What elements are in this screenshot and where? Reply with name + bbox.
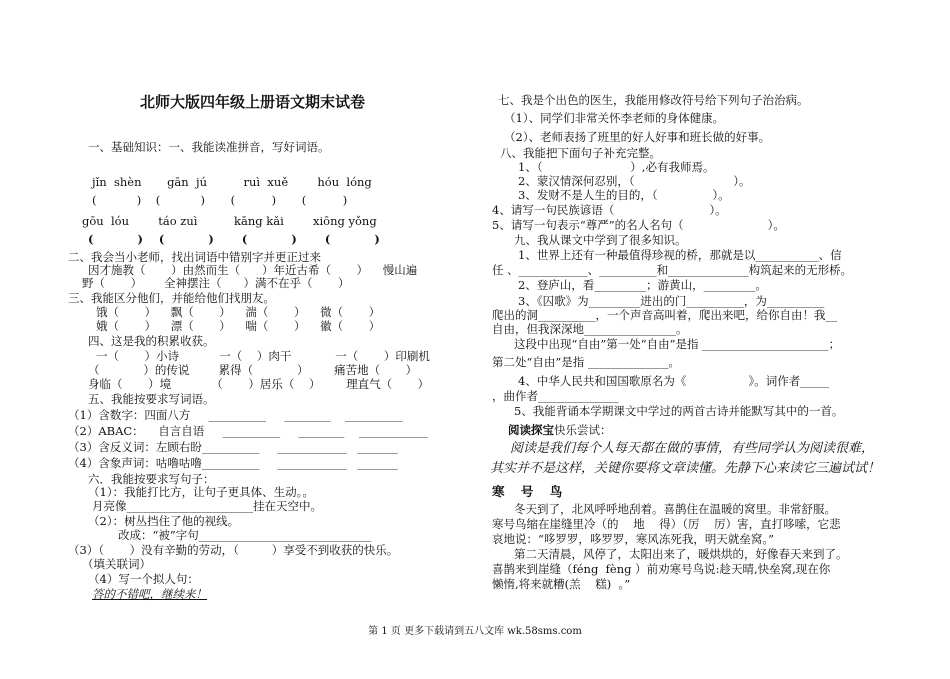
left-question-line: 改成：“被”字句______________________________	[118, 528, 372, 542]
story-title: 寒 号 鸟	[492, 484, 569, 499]
left-question-line: 一、基础知识：一、我能读准拼音，写好词语。	[88, 140, 330, 154]
left-question-line: ( ) ( ) ( ) ( )	[92, 193, 348, 207]
right-question-line: 爬出的洞__________，一个声音高叫着，爬出来吧，给你自由！我__	[492, 308, 837, 322]
reading-section-title	[508, 423, 612, 437]
reading-intro-1: 阅读是我们每个人每天都在做的事情，有些同学认为阅读很难，	[510, 441, 875, 456]
left-question-line: （4）写一个拟人句：	[88, 572, 199, 586]
left-question-line: （3）含反义词：左顾右盼__________ ____________ _______	[68, 440, 398, 454]
left-question-line: 饿（ ） 飘（ ） 湍（ ） 微（ ）	[96, 305, 381, 319]
closing-note: 答的不错吧，继续来！	[92, 587, 207, 601]
right-question-line: 4、中华人民共和国国歌原名为《 》。词作者_____	[518, 374, 829, 388]
left-question-line: 野（ ） 全神摆注（ ）满不在乎（ ）	[82, 276, 350, 290]
left-question-line: （填关联词）	[82, 557, 151, 571]
left-question-line: ( ) ( ) ( ) ( )	[88, 232, 380, 246]
right-question-line: 这段中出现“自由”第一处“自由”是指 ______________________；	[514, 337, 841, 351]
right-question-line: 2、蒙汉情深何忍别，（ ）。	[518, 174, 751, 188]
right-question-line: 4、请写一句民族谚语（ ）。	[492, 203, 727, 217]
left-question-line: 因才施教（ ）由然而生（ ）年近古希（ ） 慢山遍	[88, 263, 418, 277]
right-question-line: 3、发财不是人生的目的，（ ）。	[518, 188, 730, 202]
right-question-line: 任 、____________、__________和______________构筑起来的无形桥。	[492, 263, 853, 277]
right-question-line: 自由，但我深深地________________。	[492, 322, 688, 336]
left-question-line: 月亮像______________________挂在天空中。	[92, 499, 322, 513]
right-question-line: 5、我能背诵本学期课文中学过的两首古诗并能默写其中的一首。	[514, 404, 844, 418]
left-question-line: 二、我会当小老师，找出词语中错别字并更正过来	[68, 250, 321, 264]
right-question-line: 1、（ ）,必有我师焉。	[518, 160, 715, 174]
right-question-line: （1）、同学们非常关怀李老师的身体健康。	[504, 111, 725, 125]
left-question-line: 三、我能区分他们，并能给他们找朋友。	[68, 291, 275, 305]
story-line: 懒惰,将来就糟(羔 糕) 。”	[492, 577, 631, 591]
left-question-line: 五、我能按要求写词语。	[88, 392, 215, 406]
page-title: 北师大版四年级上册语文期末试卷	[140, 93, 366, 111]
left-question-line: （4）含象声词：咕噜咕噜__________ ____________ _______	[68, 456, 398, 470]
story-line: 寒号鸟缩在崖缝里冷（的 地 得）（厉 厉）害，直打哆嗦，它悲	[492, 517, 841, 531]
left-question-line: （ ）的传说 累得（ ） 痛苦地（ ）	[88, 363, 418, 377]
left-question-line: （2）：树丛挡住了他的视线。	[88, 514, 240, 528]
left-question-line: （3）（ ）没有辛勤的劳动，（ ）享受不到收获的快乐。	[68, 543, 399, 557]
story-line: 喜鹊来到崖缝（féng fèng ）前劝寒号鸟说:趁天晴,快垒窝,现在你	[492, 562, 831, 576]
left-question-line: 身临（ ）境 （ ）居乐（ ） 理直气（ ）	[88, 377, 430, 391]
left-question-line: gōu lóu táo zuì kāng kǎi xiōng yǒng	[82, 214, 377, 228]
right-question-line: 5、请写一句表示“尊严”的名人名句（ ）。	[492, 218, 785, 232]
story-line: 冬天到了，北风呼呼地刮着。喜鹊住在温暖的窝里。非常舒服。	[514, 502, 836, 516]
reading-intro-2: 其实并不是这样，关键你要将文章读懂。先静下心来读它三遍试试！	[490, 461, 881, 476]
story-line: 哀地说：“哆罗罗，哆罗罗，寒风冻死我，明天就垒窝。”	[492, 532, 775, 546]
reading-label: 阅读探宝	[508, 423, 554, 437]
right-question-line: 2、登庐山，看_________；游黄山，_________。	[518, 278, 767, 292]
left-question-line: （2）ABAC： 自言自语 __________ ________ ____________	[68, 424, 428, 438]
left-question-line: 娥（ ） 漂（ ） 喘（ ） 徽（ ）	[96, 319, 381, 333]
page-footer: 第 1 页 更多下载请到五八文库 wk.58sms.com	[368, 626, 582, 637]
reading-title-suffix: 快乐尝试：	[554, 423, 612, 437]
left-question-line: 一（ ）小诗 一（ ）肉干 一（ ）印刷机	[96, 349, 430, 363]
right-question-line: ，曲作者______________	[492, 389, 619, 403]
right-question-line: 3、《囚歌》为_________进出的门__________，为__________	[518, 294, 825, 308]
right-question-line: 第二处“自由”是指 ______________。	[492, 355, 680, 369]
left-question-line: （1）含数字：四面八方 __________ ________ __________	[68, 408, 403, 422]
right-question-line: 1、世界上还有一种最值得珍视的桥，那就是以___________、信	[518, 248, 842, 262]
left-question-line: 四、这是我的积累收获。	[88, 334, 215, 348]
story-line: 第二天清晨，风停了，太阳出来了，暖烘烘的，好像春天来到了。	[514, 547, 848, 561]
left-question-line: （1）：我能打比方，让句子更具体、生动。。	[88, 485, 314, 499]
right-question-line: （2）、老师表扬了班里的好人好事和班长做的好事。	[504, 130, 771, 144]
right-question-line: 九、我从课文中学到了很多知识。	[514, 233, 687, 247]
left-question-line: jǐn shèn gān jú ruì xuě hóu lóng	[92, 175, 372, 189]
left-question-line: 六．我能按要求写句子：	[88, 472, 215, 486]
right-question-line: 七、我是个出色的医生，我能用修改符号给下列句子治治病。	[498, 93, 809, 107]
right-question-line: 八、我能把下面句子补充完整。	[500, 146, 661, 160]
